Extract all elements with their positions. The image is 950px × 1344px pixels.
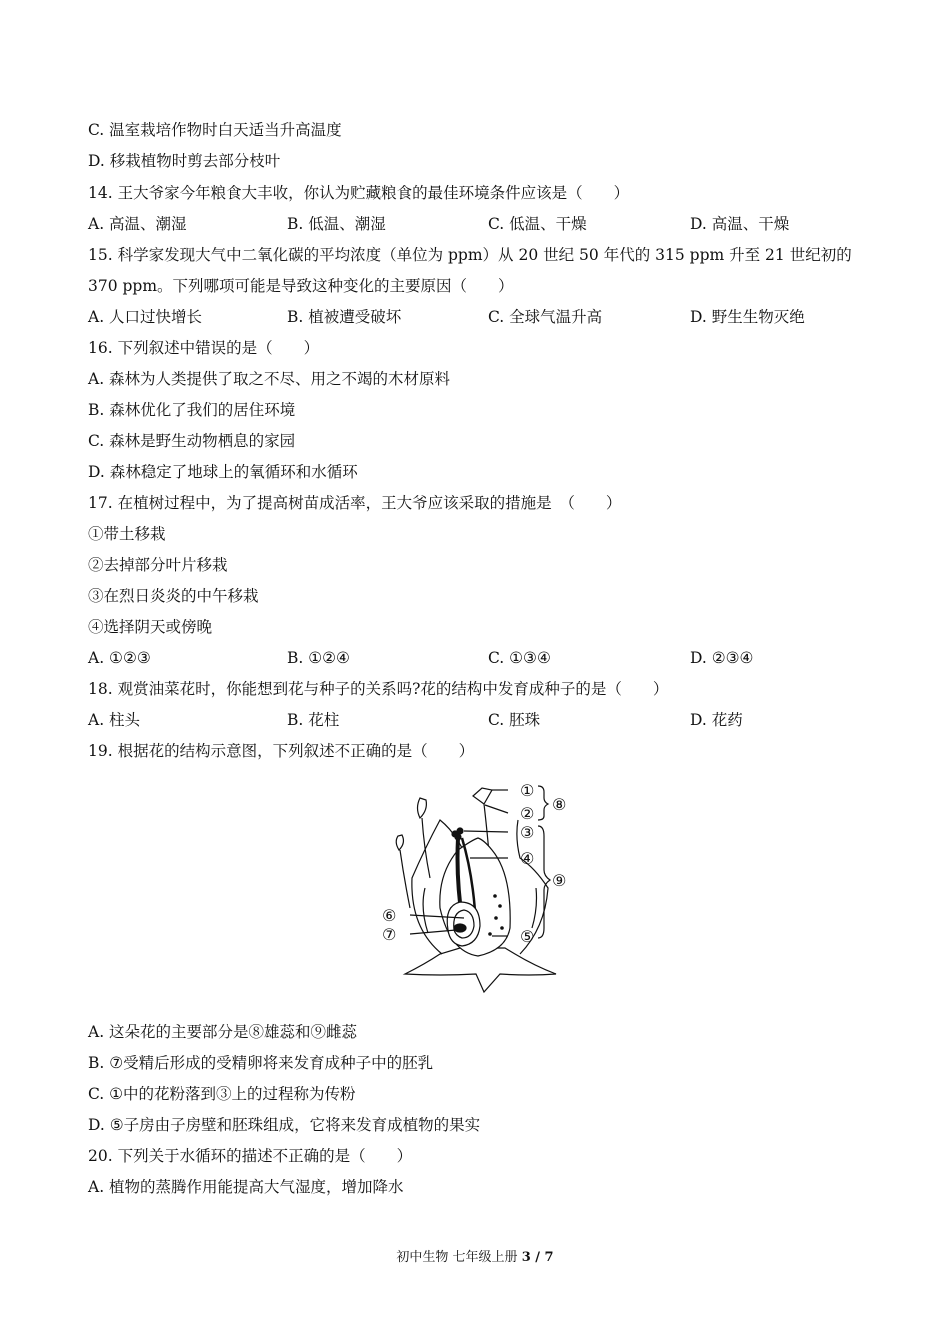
q18-option-c: C. 胚珠	[488, 711, 541, 729]
label-7: ⑦	[382, 925, 397, 944]
q19-option-c: C. ①中的花粉落到③上的过程称为传粉	[88, 1085, 356, 1103]
question-15-line1: 15. 科学家发现大气中二氧化碳的平均浓度（单位为 ppm）从 20 世纪 50 年代的 315 ppm 升至 21 世纪初的	[88, 246, 852, 264]
ovule-shape	[447, 902, 480, 946]
label-3: ③	[520, 823, 535, 842]
q17-statement-2: ②去掉部分叶片移栽	[88, 556, 228, 574]
q15-option-c: C. 全球气温升高	[488, 308, 603, 326]
label-5: ⑤	[520, 927, 535, 946]
q14-option-c: C. 低温、干燥	[488, 215, 587, 233]
label-9: ⑨	[552, 871, 567, 890]
label-2: ②	[520, 804, 535, 823]
label-1: ①	[520, 781, 535, 800]
q15-option-b: B. 植被遭受破坏	[287, 308, 402, 326]
flower-structure-diagram	[380, 778, 580, 1000]
option-d-q13: D. 移栽植物时剪去部分枝叶	[88, 152, 281, 170]
question-19: 19. 根据花的结构示意图，下列叙述不正确的是（ ）	[88, 742, 475, 760]
label-4: ④	[520, 849, 535, 868]
q17-option-b: B. ①②④	[287, 649, 350, 667]
footer-text: 初中生物 七年级上册	[396, 1250, 518, 1265]
q17-statement-1: ①带土移栽	[88, 525, 166, 543]
question-20: 20. 下列关于水循环的描述不正确的是（ ）	[88, 1147, 413, 1165]
q18-option-d: D. 花药	[690, 711, 743, 729]
question-16: 16. 下列叙述中错误的是（ ）	[88, 339, 320, 357]
page-number: 3 / 7	[521, 1250, 554, 1265]
question-18: 18. 观赏油菜花时，你能想到花与种子的关系吗?花的结构中发育成种子的是（ ）	[88, 680, 669, 698]
q14-option-a: A. 高温、潮湿	[88, 215, 187, 233]
q16-option-d: D. 森林稳定了地球上的氧循环和水循环	[88, 463, 358, 481]
anther-shape	[473, 788, 492, 804]
q14-option-d: D. 高温、干燥	[690, 215, 790, 233]
q18-option-b: B. 花柱	[287, 711, 340, 729]
q20-option-a: A. 植物的蒸腾作用能提高大气湿度，增加降水	[88, 1178, 404, 1196]
q14-option-b: B. 低温、潮湿	[287, 215, 386, 233]
q18-option-a: A. 柱头	[88, 711, 141, 729]
q15-option-d: D. 野生生物灭绝	[690, 308, 805, 326]
question-14: 14. 王大爷家今年粮食大丰收，你认为贮藏粮食的最佳环境条件应该是（ ）	[88, 184, 630, 202]
q17-statement-4: ④选择阴天或傍晚	[88, 618, 213, 636]
q17-option-d: D. ②③④	[690, 649, 754, 667]
question-17: 17. 在植树过程中，为了提高树苗成活率，王大爷应该采取的措施是 （ ）	[88, 494, 622, 512]
page-footer	[0, 1246, 950, 1265]
q15-option-a: A. 人口过快增长	[88, 308, 203, 326]
question-15-line2: 370 ppm。下列哪项可能是导致这种变化的主要原因（ ）	[88, 277, 514, 295]
q17-statement-3: ③在烈日炎炎的中午移栽	[88, 587, 259, 605]
q16-option-b: B. 森林优化了我们的居住环境	[88, 401, 296, 419]
label-6: ⑥	[382, 906, 397, 925]
q17-option-c: C. ①③④	[488, 649, 551, 667]
q19-option-d: D. ⑤子房由子房壁和胚珠组成，它将来发育成植物的果实	[88, 1116, 481, 1134]
option-c-q13: C. 温室栽培作物时白天适当升高温度	[88, 121, 342, 139]
q17-option-a: A. ①②③	[88, 649, 151, 667]
q19-option-b: B. ⑦受精后形成的受精卵将来发育成种子中的胚乳	[88, 1054, 434, 1072]
q16-option-a: A. 森林为人类提供了取之不尽、用之不竭的木材原料	[88, 370, 451, 388]
q16-option-c: C. 森林是野生动物栖息的家园	[88, 432, 296, 450]
label-8: ⑧	[552, 795, 567, 814]
q19-option-a: A. 这朵花的主要部分是⑧雄蕊和⑨雌蕊	[88, 1023, 358, 1041]
